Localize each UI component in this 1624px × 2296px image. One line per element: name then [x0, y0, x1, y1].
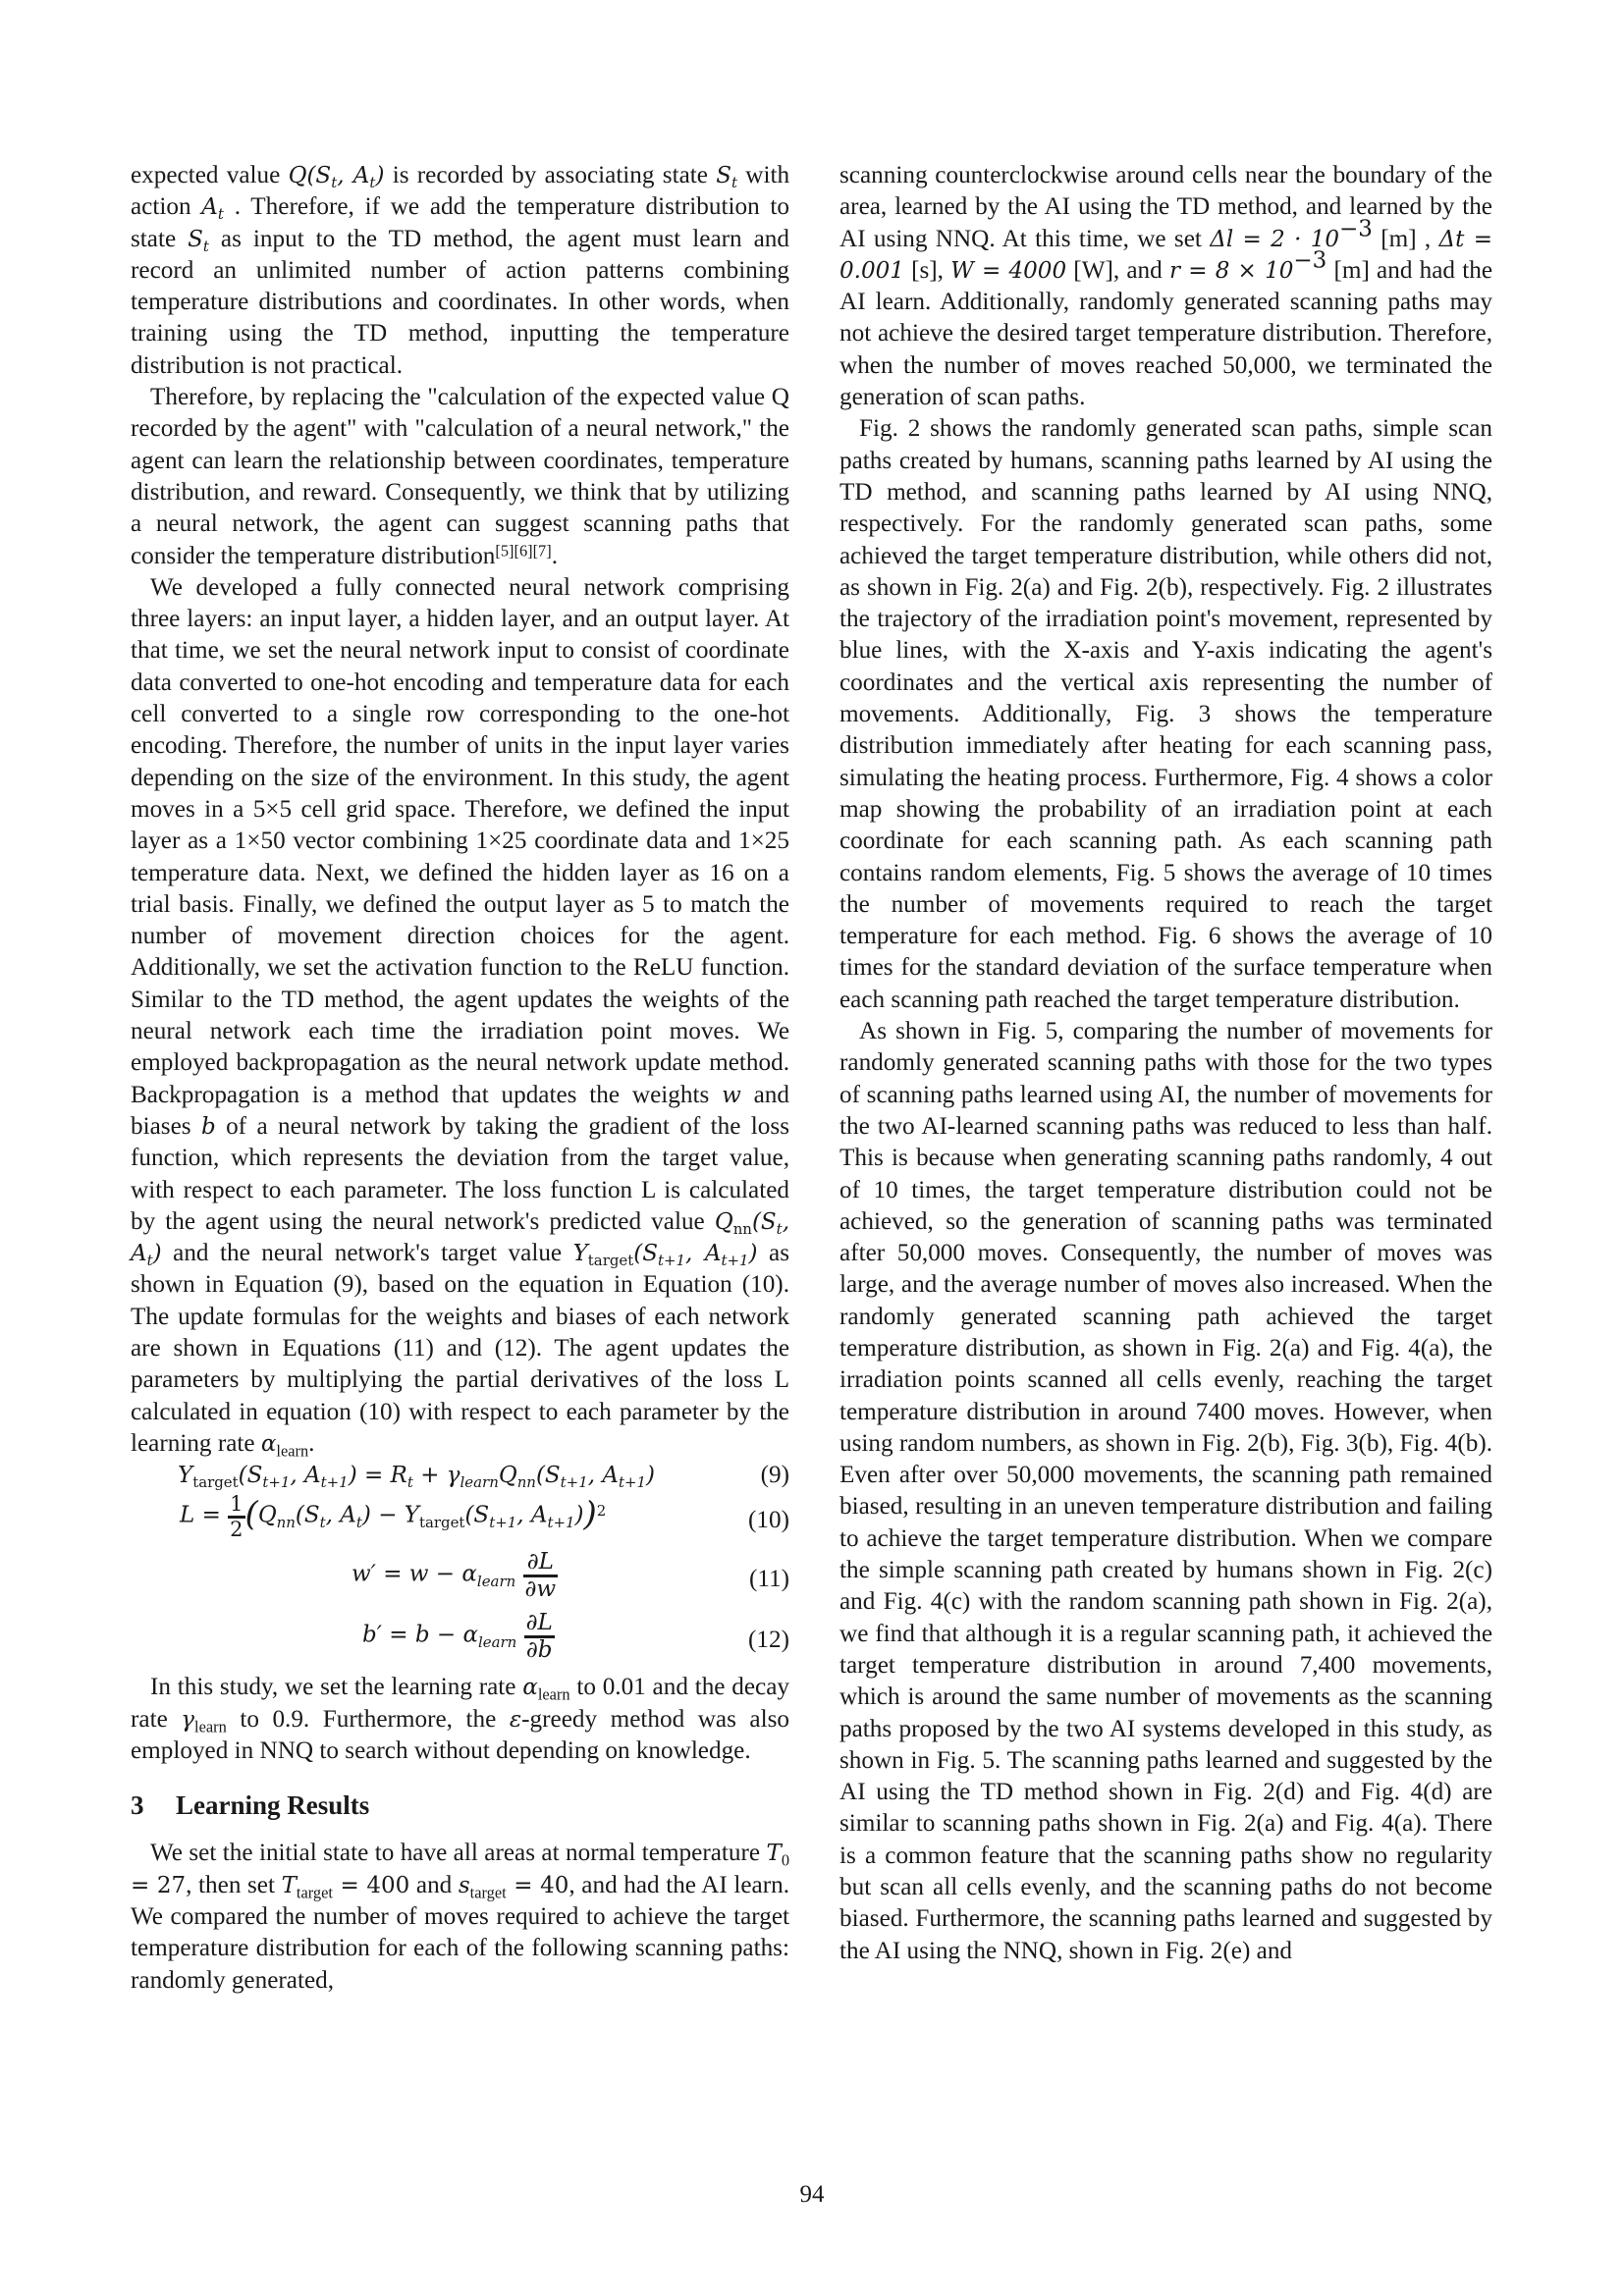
equation-number: (9)	[760, 1462, 789, 1489]
paragraph-learning-rate: In this study, we set the learning rate $\alpha_{learn}$ to 0.01 and the decay rate $\gamma_{learn}$ to 0.9. Furthermore, the ε-greedy method was also employed in NNQ to search without depending on knowledge.	[131, 1674, 790, 1765]
section-number: 3	[131, 1790, 144, 1821]
page-number: 94	[799, 2181, 825, 2208]
right-column	[839, 160, 1492, 1967]
paragraph-initial-state: We set the initial state to have all areas at normal temperature $T_0 = 27$, then set $T_{target} = 400$ and $s_{target} = 40$, and had the AI learn. We compared the number of moves required to achieve the target temperature distribution for each of the following scanning paths: randomly generated,	[131, 1840, 789, 1994]
paragraph-parameters: scanning counterclockwise around cells near the boundary of the area, learned by the AI using the TD method, and learned by the AI using NNQ. At this time, we set $\Delta l = 2 \cdot 10^{-3}$ [m] , Δt = 0.001 [s], W = 4000 [W], and $r = 8 \times 10^{-3}$ [m] and had the AI learn. Additionally, randomly generated scanning paths may not achieve the desired target temperature distribution. Therefore, when the number of moves reached 50,000, we terminated the generation of scan paths.	[839, 162, 1493, 411]
equation-number: (10)	[748, 1507, 789, 1534]
equation-number: (12)	[748, 1627, 789, 1654]
section-title: Learning Results	[176, 1790, 370, 1821]
equation-11: $w' = w - \alpha_{learn}$ $\frac{\partial L}{\partial w}$ (11)	[352, 1549, 789, 1602]
citation-refs: [5][6][7]	[495, 541, 552, 561]
paragraph-q-value-intro: expected value $Q(S_t$, $A_t$) is recorded by associating state $S_t$ with action $A_t$ . Therefore, if we add the temperature distribution to state $S_t$ as input to the TD method, the agent must learn and record an unlimited number of action patterns combining temperature distributions and coordinates. In other words, when training using the TD method, inputting the temperature distribution is not practical.	[131, 162, 790, 379]
paragraph-figure-descriptions: Fig. 2 shows the randomly generated scan paths, simple scan paths created by humans, scanning paths learned by AI using the TD method, and scanning paths learned by AI using NNQ, respectively. For the randomly generated scan paths, some achieved the target temperature distribution, while others did not, as shown in Fig. 2(a) and Fig. 2(b), respectively. Fig. 2 illustrates the trajectory of the irradiation point's movement, represented by blue lines, with the X-axis and Y-axis indicating the agent's coordinates and the vertical axis representing the number of movements. Additionally, Fig. 3 shows the temperature distribution immediately after heating for each scanning pass, simulating the heating process. Furthermore, Fig. 4 shows a color map showing the probability of an irradiation point at each coordinate for each scanning path. As each scanning path contains random elements, Fig. 5 shows the average of 10 times the number of movements required to reach the target temperature for each method. Fig. 6 shows the average of 10 times for the standard deviation of the surface temperature when each scanning path reached the target temperature distribution.	[839, 415, 1492, 1013]
section-heading	[131, 1789, 789, 1822]
equation-10: L = $\frac{1}{2}$ ($Q_{nn}(S_t$, $A_t) - Y_{target}(S_{t+1}$, $A_{t+1}))^2$ (10)	[180, 1492, 789, 1541]
left-column	[131, 160, 789, 1997]
paragraph-neural-network-motivation: Therefore, by replacing the "calculation of the expected value Q recorded by the agent" with "calculation of a neural network," the agent can learn the relationship between coordinates, temperature distribution, and reward. Consequently, we think that by utilizing a neural network, the agent can suggest scanning paths that consider the temperature distribution[5][6][7].	[131, 384, 789, 569]
paragraph-network-architecture: We developed a fully connected neural network comprising three layers: an input layer, a hidden layer, and an output layer. At that time, we set the neural network input to consist of coordinate data converted to one-hot encoding and temperature data for each cell converted to a single row corresponding to the one-hot encoding. Therefore, the number of units in the input layer varies depending on the size of the environment. In this study, the agent moves in a 5×5 cell grid space. Therefore, we defined the input layer as a 1×50 vector combining 1×25 coordinate data and 1×25 temperature data. Next, we defined the hidden layer as 16 on a trial basis. Finally, we defined the output layer as 5 to match the number of movement direction choices for the agent. Additionally, we set the activation function to the ReLU function. Similar to the TD method, the agent updates the weights of the neural network each time the irradiation point moves. We employed backpropagation as the neural network update method. Backpropagation is a method that updates the weights w and biases b of a neural network by taking the gradient of the loss function, which represents the deviation from the target value, with respect to each parameter. The loss function L is calculated by the agent using the neural network's predicted value $Q_{nn}(S_t$, $A_t$) and the neural network's target value $Y_{target}(S_{t+1}$, $A_{t+1}$) as shown in Equation (9), based on the equation in Equation (10). The update formulas for the weights and biases of each network are shown in Equations (11) and (12). The agent updates the parameters by multiplying the partial derivatives of the loss L calculated in equation (10) with respect to each parameter by the learning rate $\alpha_{learn}$.	[131, 573, 789, 1461]
paragraph-results-discussion: As shown in Fig. 5, comparing the number of movements for randomly generated scanning paths with those for the two types of scanning paths learned using AI, the number of movements for the two AI-learned scanning paths was reduced to less than half. This is because when generating scanning paths randomly, 4 out of 10 times, the target temperature distribution could not be achieved, so the generation of scanning paths was terminated after 50,000 moves. Consequently, the number of moves was large, and the average number of moves also increased. When the randomly generated scanning path achieved the target temperature distribution, as shown in Fig. 2(a) and Fig. 4(a), the irradiation points scanned all cells evenly, reaching the target temperature distribution in around 7400 moves. However, when using random numbers, as shown in Fig. 2(b), Fig. 3(b), Fig. 4(b). Even after over 50,000 movements, the scanning path remained biased, resulting in an uneven temperature distribution and failing to achieve the target temperature distribution. When we compare the simple scanning path created by humans shown in Fig. 2(c) and Fig. 4(c) with the random scanning path shown in Fig. 2(a), we find that although it is a regular scanning path, it achieved the target temperature distribution in around 7,400 movements, which is around the same number of movements as the scanning paths proposed by the two AI systems developed in this study, as shown in Fig. 5. The scanning paths learned and suggested by the AI using the TD method shown in Fig. 2(d) and Fig. 4(d) are similar to scanning paths shown in Fig. 2(a) and Fig. 4(a). There is a common feature that the scanning paths show no regularity but scan all cells evenly, and the scanning paths do not become biased. Furthermore, the scanning paths learned and suggested by the AI using the NNQ, shown in Fig. 2(e) and	[839, 1018, 1492, 1964]
equation-number: (11)	[748, 1566, 789, 1593]
equation-12: $b' = b - \alpha_{learn}$ $\frac{\partial L}{\partial b}$ (12)	[362, 1610, 789, 1663]
equation-9: $Y_{target}(S_{t+1}$, $A_{t+1}) = R_t + \gamma_{learn}Q_{nn}(S_{t+1}$, $A_{t+1}$) (9)	[178, 1462, 789, 1492]
